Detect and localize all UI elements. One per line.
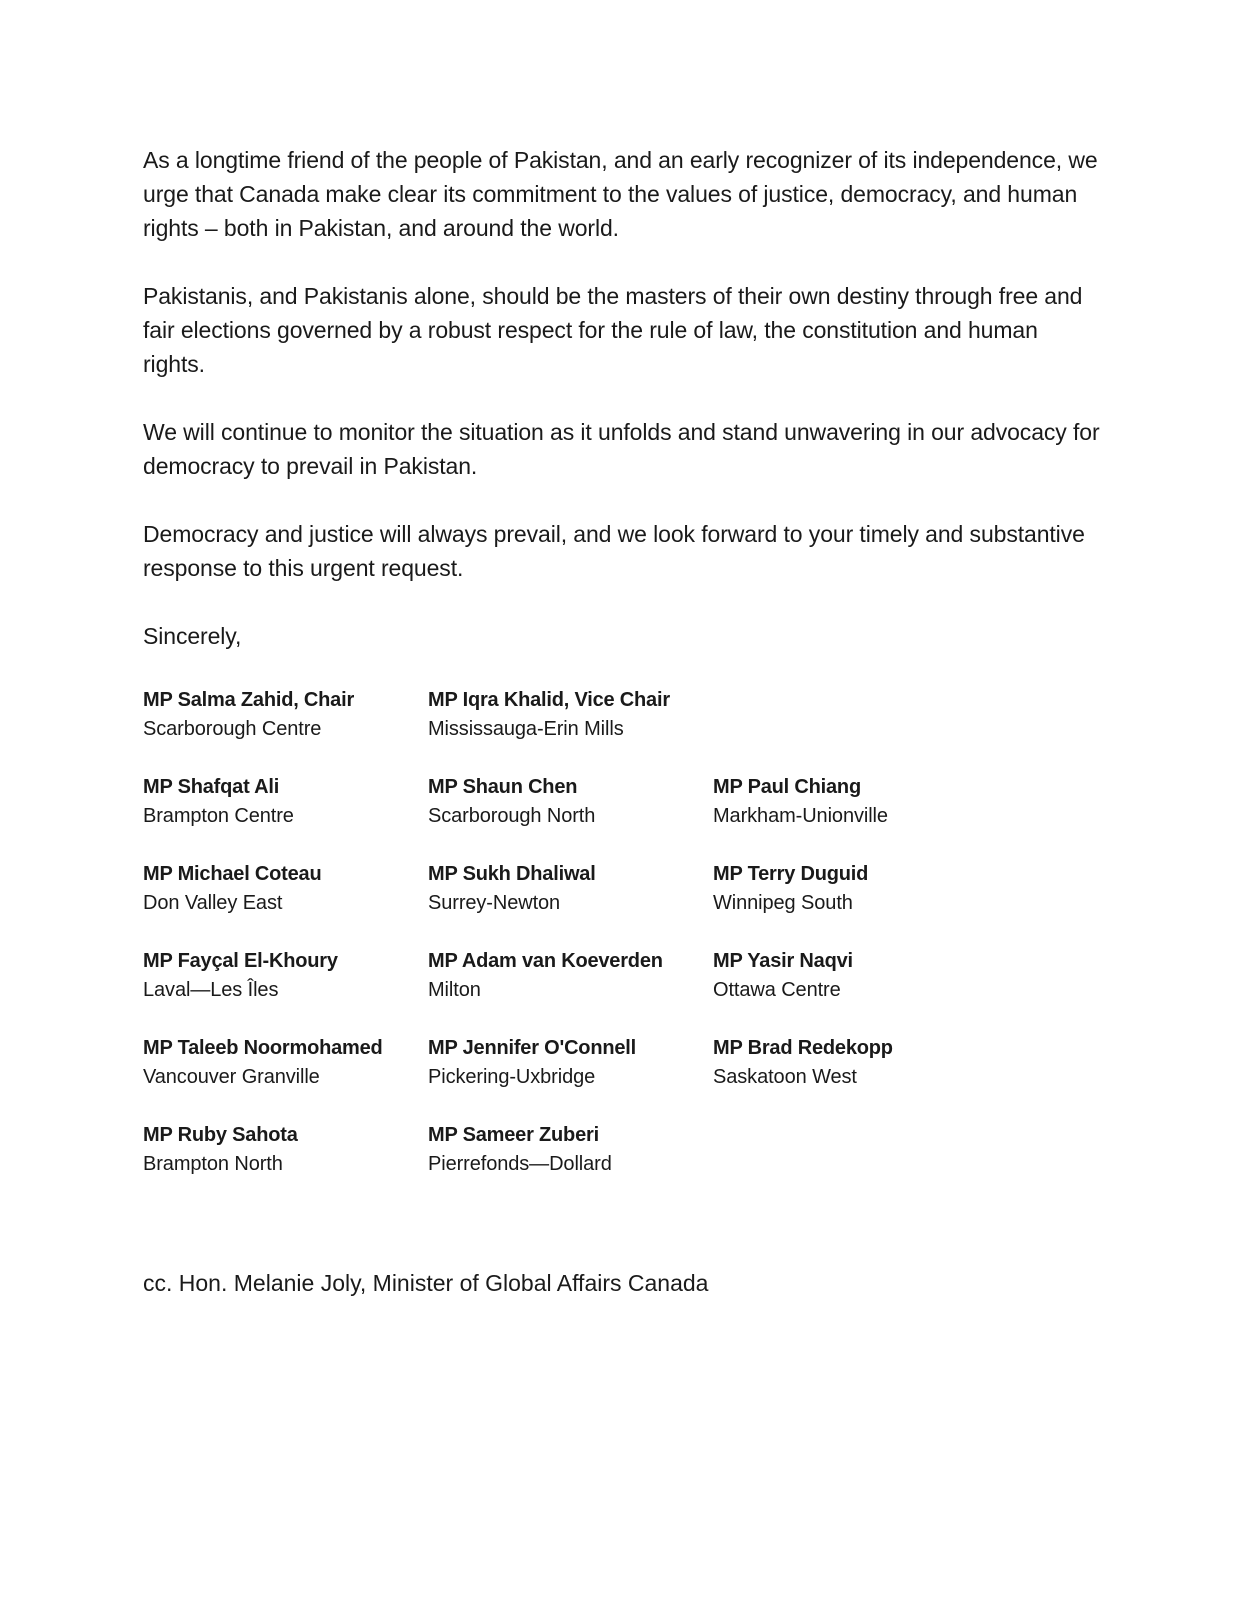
signatory [428,773,713,860]
signatories [143,686,1043,1208]
signatory-name: MP Adam van Koeverden [428,950,663,972]
signatory-name: MP Iqra Khalid, Vice Chair [428,689,670,711]
closing: Sincerely, [143,623,242,649]
paragraph-values: As a longtime friend of the people of Pakistan, and an early recognizer of its independence, we urge that Canada make clear its commitment to the values of justice, democracy, and human rights – both in Pakistan, and around the world. [143,147,1098,241]
paragraph-monitor: We will continue to monitor the situation as it unfolds and stand unwavering in our advocacy for democracy to prevail in Pakistan. [143,419,1100,479]
signatory-riding: Mississauga-Erin Mills [428,718,624,740]
paragraph-destiny: Pakistanis, and Pakistanis alone, should be the masters of their own destiny through free and fair elections governed by a robust respect for the rule of law, the constitution and human rights. [143,283,1083,377]
signatory-riding: Milton [428,979,481,1001]
signatory-row [143,686,1043,773]
signatory-name: MP Fayçal El-Khoury [143,950,338,972]
signatory-name: MP Shaun Chen [428,776,578,798]
signatory-riding: Ottawa Centre [713,979,841,1001]
signatory-name: MP Ruby Sahota [143,1124,298,1146]
signatory-row [143,860,1043,947]
signatory [143,1121,428,1208]
signatory-riding: Vancouver Granville [143,1066,320,1088]
cc-line: cc. Hon. Melanie Joly, Minister of Global Affairs Canada [143,1270,709,1296]
signatory [143,1034,428,1121]
signatory-riding: Laval—Les Îles [143,979,279,1001]
signatory-name: MP Shafqat Ali [143,776,280,798]
signatory [143,773,428,860]
signatory-riding: Brampton North [143,1153,283,1175]
signatory [428,947,713,1034]
signatory-name: MP Sameer Zuberi [428,1124,599,1146]
signatory [713,1034,998,1121]
signatory-row [143,773,1043,860]
signatory-row [143,947,1043,1034]
signatory-name: MP Taleeb Noormohamed [143,1037,383,1059]
signatory-riding: Don Valley East [143,892,283,914]
signatory-riding: Saskatoon West [713,1066,857,1088]
signatory-name: MP Brad Redekopp [713,1037,893,1059]
signatory-riding: Pickering-Uxbridge [428,1066,596,1088]
signatory [428,686,713,773]
paragraph-response: Democracy and justice will always prevail, and we look forward to your timely and substantive response to this urgent request. [143,521,1085,581]
signatory [713,947,998,1034]
signatory-riding: Pierrefonds—Dollard [428,1153,612,1175]
signatory [428,860,713,947]
signatory [143,947,428,1034]
signatory [713,773,998,860]
signatory-riding: Scarborough Centre [143,718,322,740]
signatory-riding: Brampton Centre [143,805,294,827]
signatory [428,1121,713,1208]
signatory [143,860,428,947]
signatory [428,1034,713,1121]
signatory-riding: Surrey-Newton [428,892,561,914]
signatory-name: MP Michael Coteau [143,863,322,885]
signatory-name: MP Jennifer O'Connell [428,1037,636,1059]
signatory-name: MP Sukh Dhaliwal [428,863,596,885]
signatory-name: MP Terry Duguid [713,863,869,885]
signatory-name: MP Paul Chiang [713,776,861,798]
signatory-row [143,1121,1043,1208]
signatory-row [143,1034,1043,1121]
signatory-name: MP Yasir Naqvi [713,950,853,972]
signatory-riding: Scarborough North [428,805,596,827]
signatory-riding: Markham-Unionville [713,805,888,827]
signatory [143,686,428,773]
signatory-name: MP Salma Zahid, Chair [143,689,355,711]
signatory [713,860,998,947]
signatory-riding: Winnipeg South [713,892,853,914]
